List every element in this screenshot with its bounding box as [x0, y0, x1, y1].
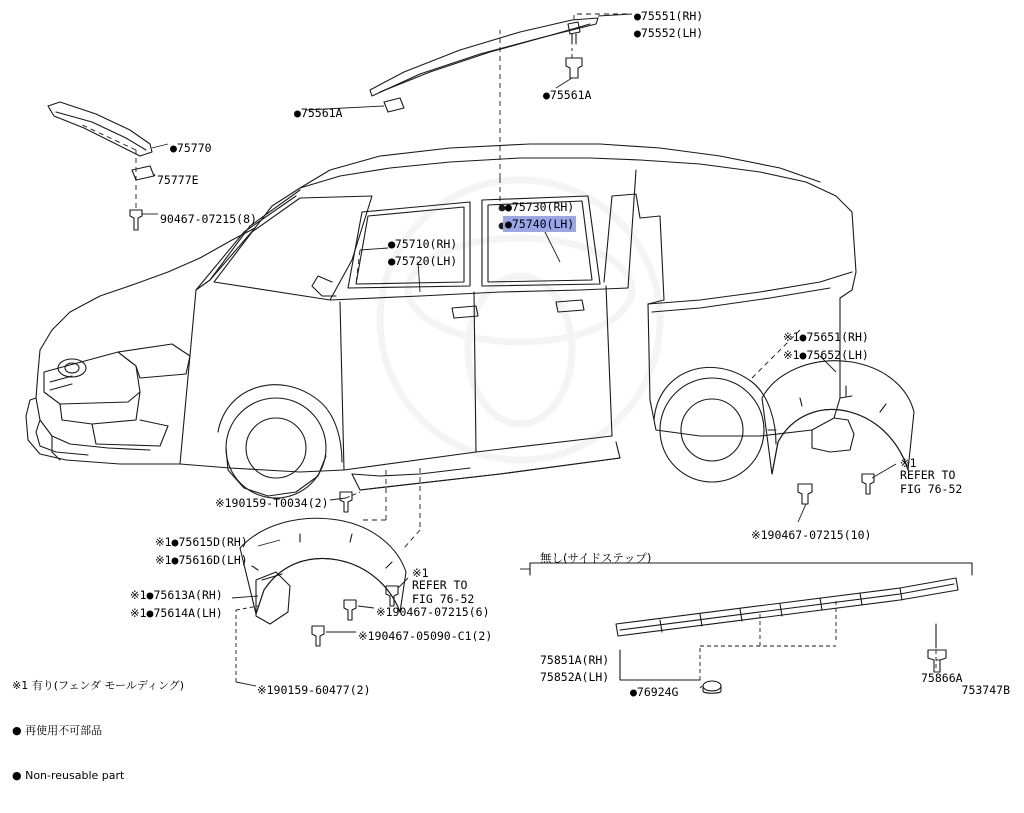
label-75561a-right: ●75561A [543, 88, 592, 102]
label-75615d-rh: ※1●75615D(RH) [155, 535, 248, 549]
label-75561a-left: ●75561A [294, 106, 343, 120]
label-refer-to-right: REFER TO [900, 468, 956, 482]
label-note-mark-right: ※1 [900, 456, 917, 470]
label-90467-07215-8: 90467-07215(8) [160, 212, 257, 226]
label-side-step-note: 無し(サイドステップ) [540, 551, 652, 565]
label-75552-lh: ●75552(LH) [634, 26, 704, 40]
label-75651-rh: ※1●75651(RH) [783, 330, 869, 344]
label-75710-rh: ●75710(RH) [388, 237, 458, 251]
label-75551-rh: ●75551(RH) [634, 9, 704, 23]
legend-line-1: ※1 有り(フェンダ モールディング) [12, 679, 185, 692]
label-75720-lh: ●75720(LH) [388, 254, 458, 268]
legend [12, 648, 184, 813]
label-76924g: ●76924G [630, 685, 679, 699]
legend-line-2: ● 再使用不可部品 [12, 724, 103, 737]
label-note-mark-lower: ※1 [412, 566, 429, 580]
label-190159-60477-2: ※190159-60477(2) [257, 683, 371, 697]
label-fig-76-52-right: FIG 76-52 [900, 482, 963, 496]
label-75851a-rh: 75851A(RH) [540, 653, 610, 667]
label-75740-lh-text: ●75740(LH) [505, 217, 575, 231]
label-190467-05090-c1-2: ※190467-05090-C1(2) [358, 629, 493, 643]
label-75777e: 75777E [157, 173, 199, 187]
label-75613a-rh: ※1●75613A(RH) [130, 588, 223, 602]
label-75652-lh: ※1●75652(LH) [783, 348, 869, 362]
label-190159-t0034-2: ※190159-T0034(2) [215, 496, 329, 510]
label-fig-76-52-lower: FIG 76-52 [412, 592, 475, 606]
label-refer-to-lower: REFER TO [412, 578, 468, 592]
label-75770: ●75770 [170, 141, 212, 155]
label-190467-07215-6: ※190467-07215(6) [376, 605, 490, 619]
label-75740-lh-selected[interactable] [505, 217, 576, 231]
label-75866a: 75866A [921, 671, 963, 685]
label-75616d-lh: ※1●75616D(LH) [155, 553, 248, 567]
diagram-code: 753747B [961, 683, 1010, 697]
label-75614a-lh: ※1●75614A(LH) [130, 606, 223, 620]
legend-line-3: ● Non-reusable part [12, 769, 125, 782]
label-75852a-lh: 75852A(LH) [540, 670, 610, 684]
label-190467-07215-10: ※190467-07215(10) [751, 528, 872, 542]
label-75730-rh: ●75730(RH) [505, 200, 575, 214]
